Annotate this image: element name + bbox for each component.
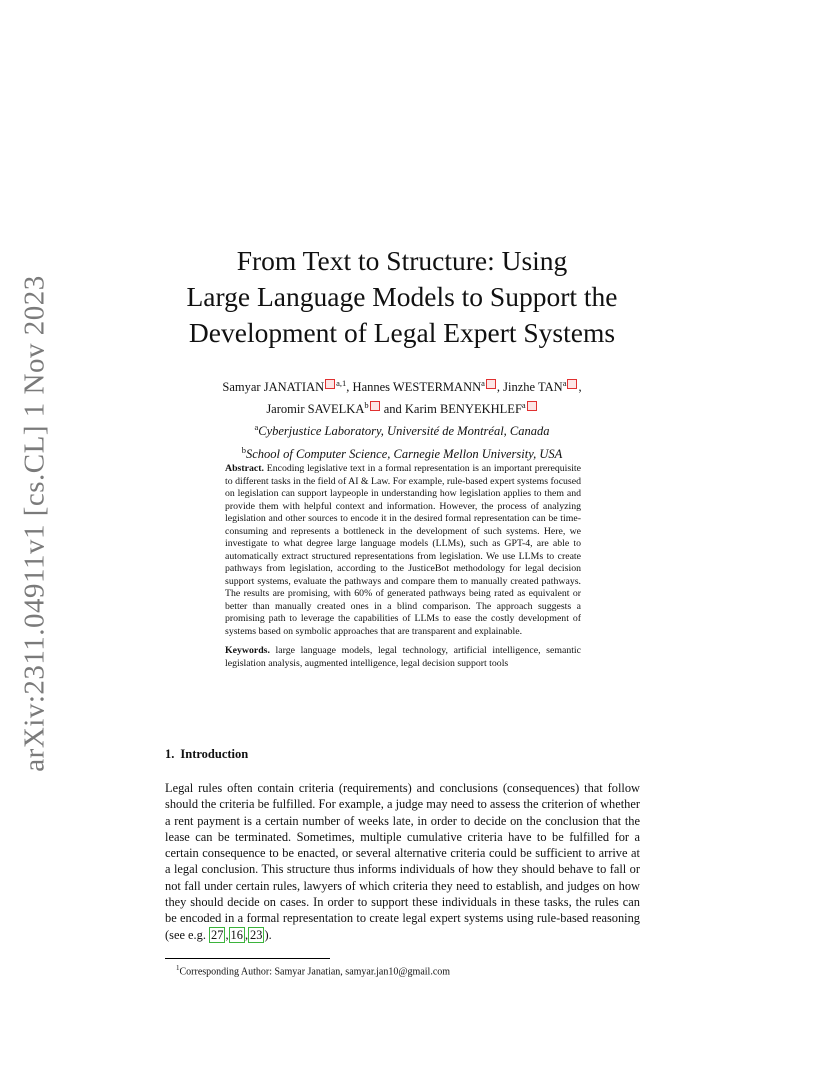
section-title: Introduction: [180, 747, 249, 761]
title-line-3: Development of Legal Expert Systems: [188, 317, 616, 348]
author-name: Jaromir SAVELKA: [266, 402, 365, 417]
footnote-rule: [165, 958, 330, 959]
footnote: [176, 962, 450, 978]
abstract: [225, 463, 581, 638]
intro-paragraph: Legal rules often contain criteria (requirements) and conclusions (consequences) that follow should the criteria be fulfilled. For example, a judge may need to assess the criterion of whether a rent payment is a certain number of weeks late, in order to decide on the conclusion that the lease can be terminated. Sometimes, multiple cumulative criteria have to be fulfilled for a certain consequence to be enacted, or several alternative criteria could be sufficient to arrive at a legal conclusion. This structure thus informs individuals of how they should behave to fall or not fall under certain rules, lawyers of which criteria they need to establish, and judges on how they should decide on cases. In order to support these individuals in these tasks, the rules can be encoded in a formal representation to create legal expert systems using rule-based reasoning (see e.g. 27 , 16 , 23 ).: [165, 781, 640, 942]
footnote-mark: 1: [176, 964, 180, 972]
footnote-text: Corresponding Author: Samyar Janatian, samyar.jan10@gmail.com: [179, 966, 451, 978]
section-heading: [165, 747, 248, 762]
paper-title: [150, 243, 654, 351]
author-name: , Jinzhe TAN: [496, 380, 563, 395]
author-name: and Karim BENYEKHLEF: [380, 402, 522, 417]
author-name: Samyar JANATIAN: [222, 380, 325, 395]
author-sup: a: [562, 378, 567, 388]
title-line-2: Large Language Models to Support the: [186, 281, 618, 312]
citation-link[interactable]: 23: [250, 927, 263, 942]
author-sup: b: [364, 400, 369, 411]
author-name: , Hannes WESTERMANN: [346, 380, 482, 395]
intro-text: Legal rules often contain criteria (requirements) and conclusions (consequences) that follow should the criteria be fulfilled. For example, a judge may need to assess the criterion of whether a rent payment is a certain number of weeks late, in order to decide on the conclusion that the lease can be terminated. Sometimes, multiple cumulative criteria have to be fulfilled for a certain consequence to be enacted, or several alternative criteria could be sufficient to arrive at a legal conclusion. This structure thus informs individuals of how they should behave to fall or not fall under certain rules, lawyers of which criteria they need to establish, and judges on how they should decide on cases. In order to support these individuals in these tasks, the rules can be encoded in a formal representation to create legal expert systems using rule-based reasoning (see e.g.: [165, 781, 640, 942]
author-block: [150, 374, 654, 463]
orcid-icon[interactable]: [486, 379, 496, 389]
arxiv-sidebar-stamp: [10, 274, 60, 772]
author-sup: a,1: [336, 378, 347, 388]
orcid-icon[interactable]: [370, 401, 380, 411]
orcid-icon[interactable]: [567, 379, 577, 389]
keywords-label: Keywords.: [225, 645, 270, 656]
title-line-1: From Text to Structure: Using: [236, 245, 568, 276]
affiliation-b: $^b$School of Computer Science, Carnegie Mellon University, USA: [241, 444, 563, 461]
author-sep: ,: [578, 380, 582, 395]
citation-link[interactable]: 27: [211, 927, 224, 942]
affiliation-a: $^a$Cyberjustice Laboratory, Université de Montréal, Canada: [254, 422, 550, 439]
orcid-icon[interactable]: [527, 401, 537, 411]
keywords-text: large language models, legal technology, artificial intelligence, semantic legislation analysis, augmented intelligence, legal decision support tools: [225, 645, 582, 669]
keywords: [225, 645, 581, 670]
abstract-text: Encoding legislative text in a formal representation is an important prerequisite to different tasks in the field of AI & Law. For example, rule-based expert systems focused on legislation can support laypeople in understanding how legislation applies to them and provide them with helpful context and information. However, the process of analyzing legislation and other sources to encode it in the desired formal representation can be time-consuming and represents a bottleneck in the development of such systems. Here, we investigate to what degree large language models (LLMs), such as GPT-4, are able to automatically extract structured representations from legislation. We use LLMs to create pathways from legislation, according to the JusticeBot methodology for legal decision support systems, evaluate the pathways and compare them to manually created pathways. The results are promising, with 60% of generated pathways being rated as equivalent or better than manually created ones in a blind comparison. The approach suggests a promising path to leverage the capabilities of LLMs to ease the costly development of systems based on symbolic approaches that are transparent and explainable.: [225, 463, 581, 637]
arxiv-id: arXiv:2311.04911v1 [cs.CL] 1 Nov 2023: [18, 274, 51, 772]
author-sup: a: [521, 400, 526, 411]
author-sup: a: [481, 378, 485, 388]
abstract-block: [225, 463, 581, 677]
citation-link[interactable]: 16: [230, 927, 243, 942]
section-number: 1.: [165, 747, 175, 761]
intro-tail: ).: [264, 927, 272, 942]
orcid-icon[interactable]: [325, 379, 335, 389]
abstract-label: Abstract.: [225, 463, 264, 474]
